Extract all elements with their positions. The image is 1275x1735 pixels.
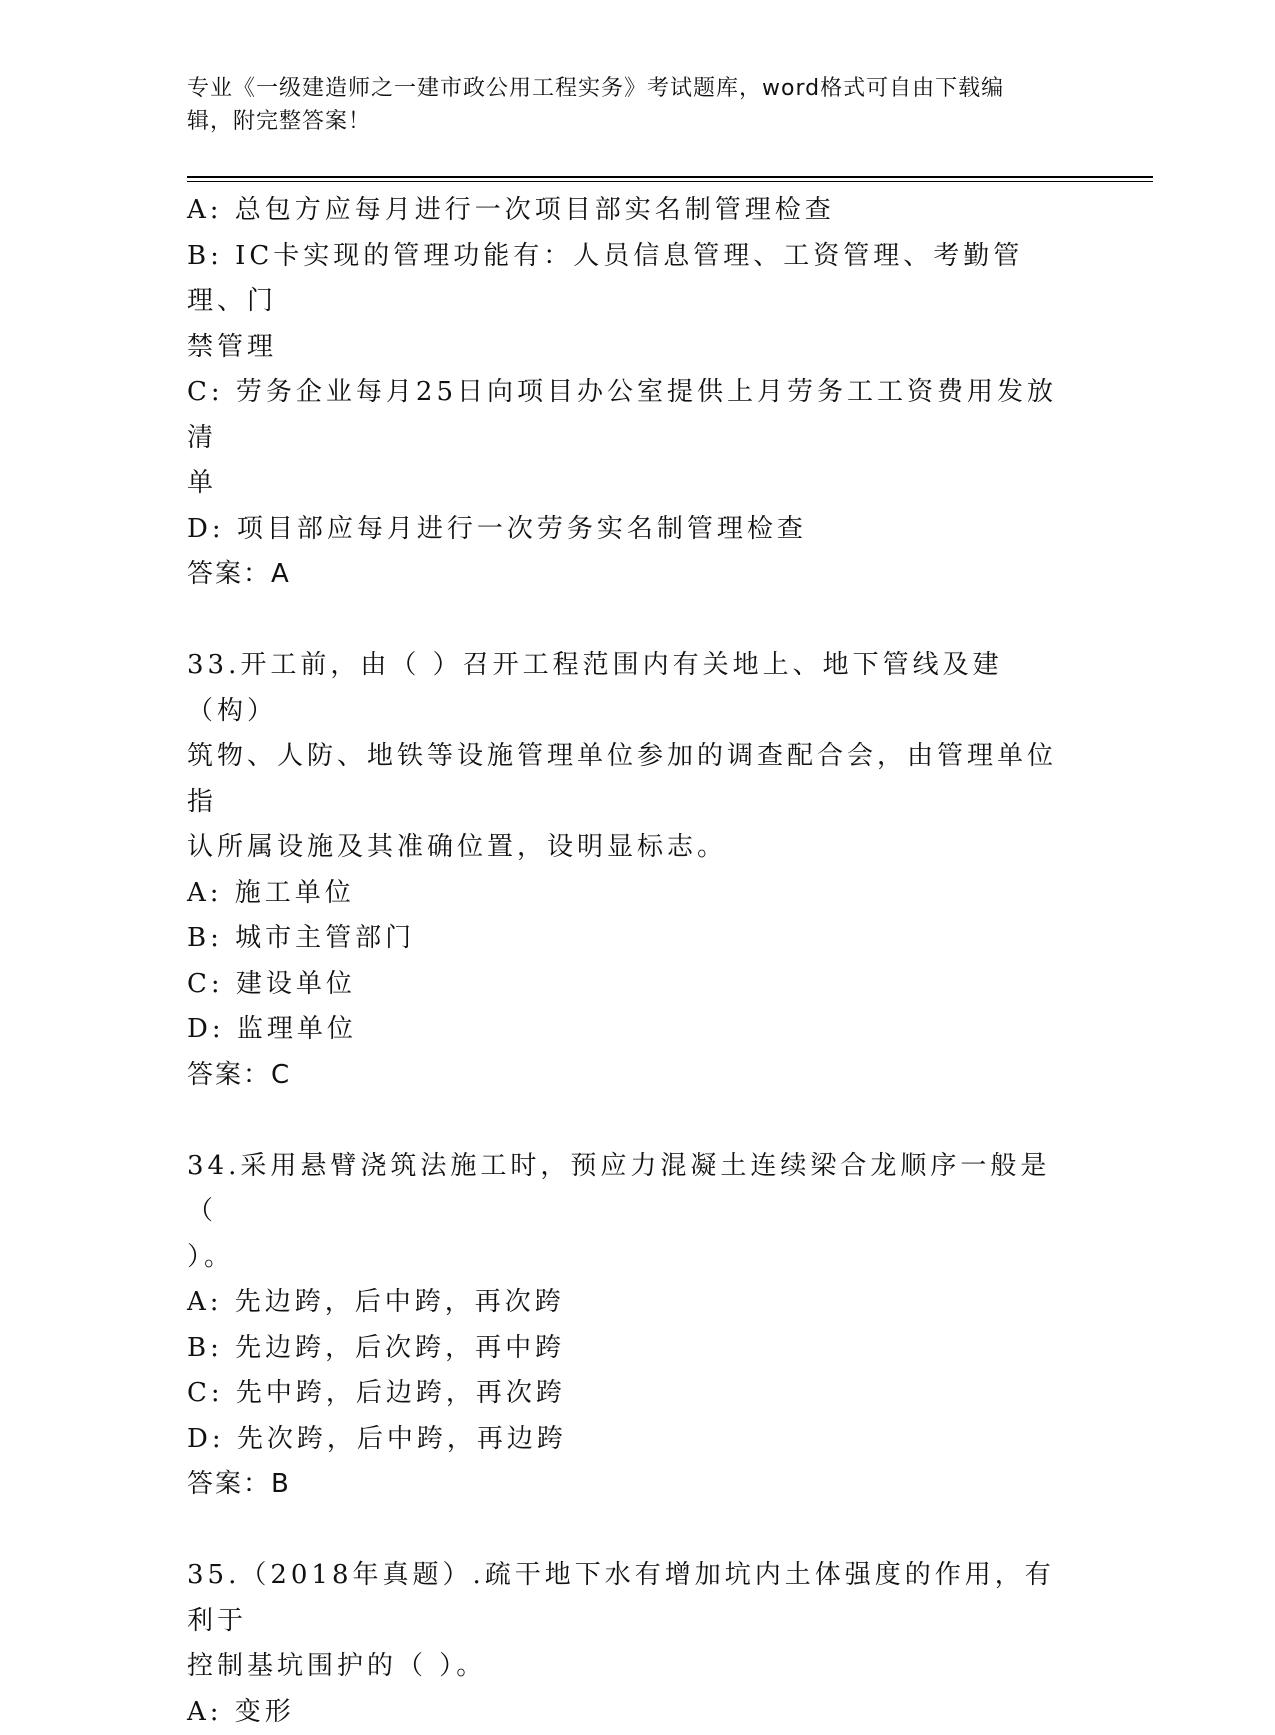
header-line-1: 专业《一级建造师之一建市政公用工程实务》考试题库，word格式可自由下载编 [187,72,1067,105]
answer-label: 答案：B [187,1462,1067,1508]
option-c: C: 先中跨，后边跨，再次跨 [187,1371,1067,1417]
option-a: A: 总包方应每月进行一次项目部实名制管理检查 [187,188,1067,234]
option-b: B: IC卡实现的管理功能有：人员信息管理、工资管理、考勤管理、门 [187,234,1067,325]
question-35-block [187,1553,1067,1735]
answer-label: 答案：A [187,552,1067,598]
question-33-block [187,643,1067,1098]
question-stem-continued: ）。 [187,1235,1067,1281]
question-stem: 34.采用悬臂浇筑法施工时，预应力混凝土连续梁合龙顺序一般是（ [187,1144,1067,1235]
question-32-block [187,188,1067,598]
option-c: C: 劳务企业每月25日向项目办公室提供上月劳务工工资费用发放清 [187,370,1067,461]
option-c: C: 建设单位 [187,962,1067,1008]
answer-label: 答案：C [187,1053,1067,1099]
header-divider-thin [187,181,1153,182]
spacer [187,1098,1067,1144]
option-b-continued: 禁管理 [187,325,1067,371]
header-divider-thick [187,176,1153,178]
question-34-block [187,1144,1067,1508]
option-a: A: 先边跨，后中跨，再次跨 [187,1280,1067,1326]
option-d: D: 先次跨，后中跨，再边跨 [187,1417,1067,1463]
option-a: A: 施工单位 [187,871,1067,917]
option-d: D: 项目部应每月进行一次劳务实名制管理检查 [187,507,1067,553]
option-d: D: 监理单位 [187,1007,1067,1053]
question-list [187,188,1067,1735]
spacer [187,1508,1067,1554]
spacer [187,598,1067,644]
question-stem: 35.（2018年真题）.疏干地下水有增加坑内土体强度的作用，有利于 [187,1553,1067,1644]
question-stem-continued: 筑物、人防、地铁等设施管理单位参加的调查配合会，由管理单位指 [187,734,1067,825]
question-stem-continued: 控制基坑围护的（ ）。 [187,1644,1067,1690]
option-a: A: 变形 [187,1690,1067,1735]
option-c-continued: 单 [187,461,1067,507]
option-b: B: 城市主管部门 [187,916,1067,962]
question-stem-continued: 认所属设施及其准确位置，设明显标志。 [187,825,1067,871]
header-line-2: 辑，附完整答案！ [187,105,1067,138]
question-stem: 33.开工前，由（ ）召开工程范围内有关地上、地下管线及建（构） [187,643,1067,734]
document-header [187,72,1067,138]
option-b: B: 先边跨，后次跨，再中跨 [187,1326,1067,1372]
